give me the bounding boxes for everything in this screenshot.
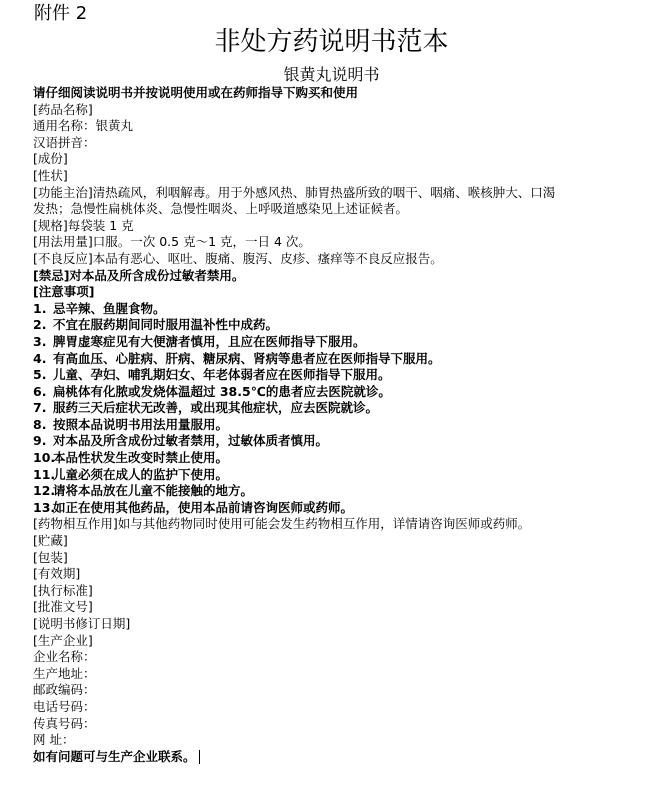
drug-name-heading: [药品名称]: [33, 101, 93, 117]
precaution-item: [33, 317, 633, 334]
precaution-item: [33, 384, 633, 401]
indications-line-2: 发热；急慢性扁桃体炎、急慢性咽炎、上呼吸道感染见上述证候者。: [33, 201, 409, 217]
properties-heading: [性状]: [33, 167, 68, 183]
precaution-item: [33, 301, 633, 318]
precautions-heading: [注意事项]: [33, 284, 95, 300]
precaution-item: [33, 500, 633, 517]
storage-heading: [贮藏]: [33, 533, 68, 549]
usage: [用法用量]口服。一次 0.5 克～1 克，一日 4 次。: [33, 234, 311, 250]
postcode: 邮政编码：: [33, 682, 96, 698]
precaution-item: [33, 400, 633, 417]
precaution-number: 6.: [33, 383, 47, 399]
precaution-text: 对本品及所含成份过敏者禁用，过敏体质者慎用。: [53, 433, 329, 449]
precaution-text: 忌辛辣、鱼腥食物。: [53, 300, 166, 316]
precaution-number: 1.: [33, 300, 47, 316]
indications-line-1: [功能主治]清热疏风，利咽解毒。用于外感风热、肺胃热盛所致的咽干、咽痛、喉核肿大、口渴: [33, 184, 556, 200]
precaution-text: 不宜在服药期间同时服用温补性中成药。: [53, 317, 279, 333]
precaution-item: [33, 450, 633, 467]
manufacturer-heading: [生产企业]: [33, 632, 93, 648]
precaution-number: 5.: [33, 367, 47, 383]
precaution-text: 请将本品放在儿童不能接触的地方。: [53, 483, 254, 499]
precaution-item: [33, 367, 633, 384]
precaution-item: [33, 417, 633, 434]
precaution-number: 11.: [33, 466, 56, 482]
contact-line: [33, 749, 633, 766]
precaution-number: 4.: [33, 350, 47, 366]
precaution-text: 服药三天后症状无改善，或出现其他症状，应去医院就诊。: [53, 400, 379, 416]
precaution-number: 13.: [33, 499, 56, 515]
precautions-list: [33, 301, 633, 517]
precaution-text: 脾胃虚寒症见有大便溏者慎用，且应在医师指导下服用。: [53, 333, 366, 349]
revision-date-heading: [说明书修订日期]: [33, 616, 131, 631]
precaution-item: [33, 351, 633, 368]
spec: [规格]每袋装 1 克: [33, 217, 134, 233]
precaution-item: [33, 483, 633, 500]
company-name: 企业名称：: [33, 649, 96, 665]
generic-name: 通用名称：银黄丸: [33, 118, 134, 134]
validity-heading: [有效期]: [33, 566, 81, 582]
precaution-text: 有高血压、心脏病、肝病、糖尿病、肾病等患者应在医师指导下服用。: [53, 350, 441, 366]
precaution-number: 12.: [33, 483, 56, 499]
contraindications: [禁忌]对本品及所含成份过敏者禁用。: [33, 267, 245, 283]
contact-text: 如有问题可与生产企业联系。: [33, 748, 196, 764]
precaution-item: [33, 334, 633, 351]
precaution-number: 7.: [33, 400, 47, 416]
precaution-number: 8.: [33, 416, 47, 432]
text-cursor: [199, 750, 200, 764]
attachment-label: 附件 2: [34, 3, 88, 24]
website: 网 址：: [33, 732, 75, 748]
package-heading: [包装]: [33, 549, 68, 565]
precaution-text: 儿童、孕妇、哺乳期妇女、年老体弱者应在医师指导下服用。: [53, 367, 391, 383]
precaution-number: 9.: [33, 433, 47, 449]
warning-line: 请仔细阅读说明书并按说明使用或在药师指导下购买和使用: [33, 85, 359, 100]
precaution-text: 扁桃体有化脓或发烧体温超过 38.5℃的患者应去医院就诊。: [53, 383, 391, 399]
precaution-item: [33, 433, 633, 450]
ingredients-heading: [成份]: [33, 151, 68, 167]
precaution-text: 如正在使用其他药品，使用本品前请咨询医师或药师。: [53, 499, 354, 515]
phone-number: 电话号码：: [33, 698, 96, 714]
document-body: [33, 85, 633, 765]
page-title: 非处方药说明书范本: [214, 27, 449, 57]
standard-heading: [执行标准]: [33, 582, 93, 598]
precaution-item: [33, 467, 633, 484]
approval-heading: [批准文号]: [33, 599, 93, 615]
precaution-number: 2.: [33, 317, 47, 333]
precaution-text: 本品性状发生改变时禁止使用。: [53, 450, 229, 466]
precaution-number: 3.: [33, 333, 47, 349]
precaution-number: 10.: [33, 450, 56, 466]
precaution-text: 按照本品说明书用法用量服用。: [53, 416, 229, 432]
fax-number: 传真号码：: [33, 715, 96, 731]
page-subtitle: 银黄丸说明书: [283, 65, 380, 84]
pinyin: 汉语拼音：: [33, 134, 96, 150]
adverse-reactions: [不良反应]本品有恶心、呕吐、腹痛、腹泻、皮疹、瘙痒等不良反应报告。: [33, 250, 443, 266]
production-address: 生产地址：: [33, 665, 96, 681]
interactions: [药物相互作用]如与其他药物同时使用可能会发生药物相互作用，详情请咨询医师或药师。: [33, 516, 531, 532]
precaution-text: 儿童必须在成人的监护下使用。: [53, 466, 229, 482]
